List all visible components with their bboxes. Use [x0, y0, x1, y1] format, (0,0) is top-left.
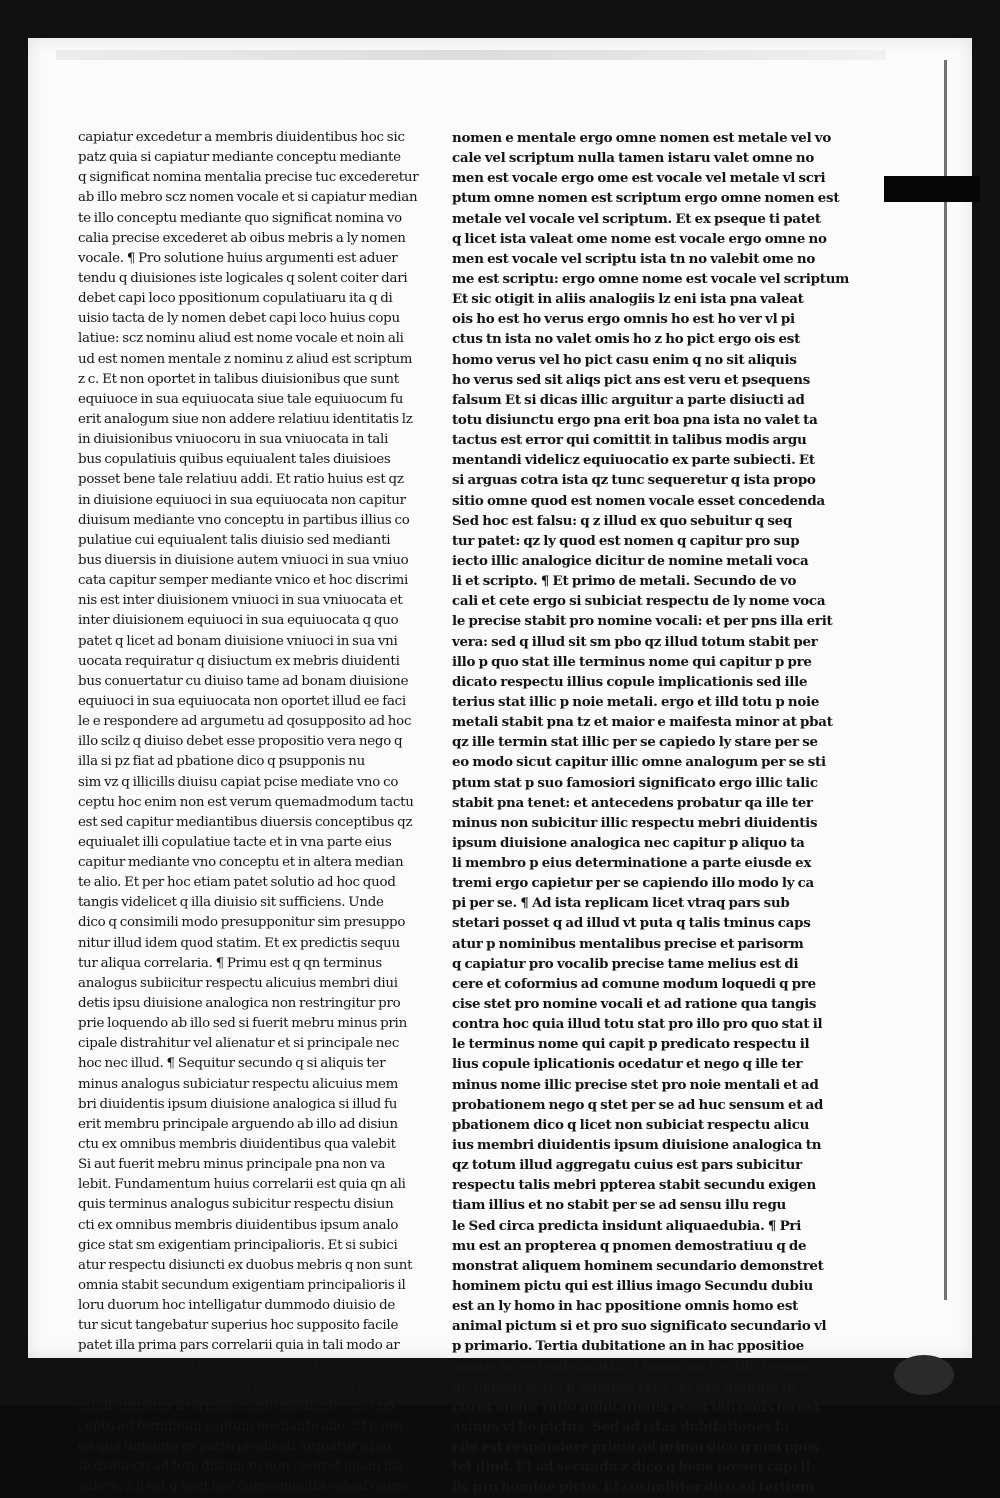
text-line: tur patet: qz ly quod est nomen q capitur pro sup — [452, 532, 800, 549]
right-text-column — [452, 128, 850, 1498]
text-line: ab illo mebro scz nomen vocale et si capiatur median — [78, 190, 418, 206]
text-line: le Sed circa predicta insidunt aliquaedubia. ¶ Pri — [452, 1217, 802, 1234]
text-line: asinus vl ho pictus. Sed ad istas dubitationes fa — [452, 1419, 790, 1435]
text-line: illa si pz fiat ad pbatione dico q psupponis nu — [78, 754, 366, 770]
text-line: cipale distrahitur vel alienatur et si principale nec — [78, 1036, 400, 1052]
text-line: guendi arguetur a parte disiuncti ad totu disiuctu z — [78, 1358, 406, 1374]
text-line: pi per se. ¶ Ad ista replicam licet vtraq pars sub — [452, 895, 790, 912]
text-line: respectu talis mebri ppterea stabit secundu exigen — [452, 1177, 817, 1194]
text-line: le precise stabit pro nomine vocali: et per pns illa erit — [452, 613, 833, 630]
text-line: tangis videlicet q illa diuisio sit sufficiens. Unde — [78, 895, 384, 911]
text-line: patz quia si capiatur mediante conceptu mediante — [78, 150, 401, 166]
text-line: ctus tn ista no valet omis ho z ho pict ergo ois est — [452, 331, 801, 348]
text-line: terius stat illic p noie metali. ergo et illd totu p noie — [452, 693, 820, 710]
text-line: calia precise excederet ab oibus mebris a ly nomen — [78, 230, 406, 246]
text-line: minus non subicitur illic respectu mebri diuidentis — [452, 814, 818, 831]
text-line: le e respondere ad argumetu ad qosupposito ad hoc — [78, 714, 412, 730]
text-line: eo modo sicut capitur illic omne analogum per se sti — [452, 754, 826, 771]
text-line: prie loquendo ab illo sed si fuerit mebru minus prin — [78, 1016, 407, 1032]
text-line: omnis ho est substantia vt homo pictus ille termin — [452, 1358, 811, 1375]
text-line: metale vel vocale vel scriptum. Et ex pseque ti patet — [452, 210, 821, 227]
text-line: uocata requiratur q disiuctum ex mebris diuidenti — [78, 653, 400, 669]
text-line: lius copule iplicationis ocedatur et nego q ille ter — [452, 1056, 803, 1073]
text-line: li membro p eius determinatione a parte eiusde ex — [452, 855, 812, 872]
text-line: le terminus nome qui capit p predicato respectu il — [452, 1036, 810, 1053]
text-line: patet q licet ad bonam diuisione vniuoci in sua vni — [78, 633, 398, 649]
text-line: posset bene tale relatiuu addi. Et ratio huius est qz — [78, 472, 404, 488]
text-line: absq errore z secunda pz q a in tali modo argumen — [78, 1378, 402, 1394]
text-line: cto et maior ratio dubitationis esset ibi: omis ho est — [452, 1398, 820, 1415]
text-line: quis terminus analogus subicitur respectu disiun — [78, 1197, 394, 1213]
text-line: illo p quo stat ille terminus nome qui capitur p pre — [452, 653, 812, 670]
text-line: bus conuertatur cu diuiso tame ad bonam diuisione — [78, 673, 409, 689]
text-line: stabit pna tenet: et antecedens probatur qa ille ter — [452, 794, 813, 811]
text-line: gice stat sm exigentiam principalioris. Et si subici — [78, 1237, 398, 1253]
text-line: minus analogus subiciatur respectu alicuius mem — [78, 1076, 399, 1092]
text-line: illo scilz q diuiso debet esse propositio vera nego q — [78, 734, 403, 750]
text-line: dico q consimili modo presupponitur sim presuppo — [78, 915, 406, 931]
text-line: equiuoci in sua equiuocata non oportet illud ee faci — [78, 693, 406, 709]
text-line: cata capitur semper mediante vnico et hoc discrimi — [78, 573, 409, 589]
text-line: q significat nomina mentalia precise tuc excederetur — [78, 170, 419, 186]
text-line: hoc nec illud. ¶ Sequitur secundo q si aliquis ter — [78, 1056, 386, 1072]
text-line: vocale. ¶ Pro solutione huius argumenti est aduer — [78, 250, 398, 266]
corner-shadow — [894, 1355, 954, 1395]
text-line: capitur mediante vno conceptu et in altera median — [78, 855, 404, 871]
text-line: cale vel scriptum nulla tamen istaru valet omne no — [452, 150, 815, 167]
text-line: sim vz q illicills diuisu capiat pcise mediate vno co — [78, 774, 399, 790]
text-line: cali et cete ergo si subiciat respectu de ly nome voca — [452, 593, 826, 610]
page-gutter-shadow — [944, 60, 947, 1300]
text-line: ceptu hoc enim non est verum quemadmodum tactu — [78, 794, 414, 810]
bleed-through-header — [56, 50, 886, 60]
text-line: tendu q diuisiones iste logicales q solent coiter dari — [78, 270, 408, 286]
text-line: ctu ex omnibus membris diuidentibus qua valebit — [78, 1137, 396, 1153]
text-line: in diuisionibus vniuocoru in sua vniuocata in tali — [78, 432, 389, 448]
text-line: tur aliqua correlaria. ¶ Primu est q qn terminus — [78, 955, 382, 971]
text-line: vera: sed q illud sit sm pbo qz illud totum stabit per — [452, 633, 818, 650]
text-line: q capiatur pro vocalib precise tame melius est di — [452, 955, 799, 972]
text-line: omnia stabit secundum exigentiam principalioris il — [78, 1278, 406, 1294]
text-line: homo verus vel ho pict casu enim q no sit aliquis — [452, 351, 797, 368]
text-line: te illo conceptu mediante quo significat nomina vo — [78, 210, 402, 226]
scan-right-edge — [972, 0, 1000, 1405]
text-line: cere et coformius ad comune modum loquedi q pre — [452, 975, 816, 992]
text-line: p primario. Tertia dubitatione an in hac ppositioe — [452, 1338, 804, 1355]
text-line: ud est nomen mentale z nominu z aliud est scriptum — [78, 351, 413, 367]
text-line: stetari posset q ad illud vt puta q talis tminus caps — [452, 915, 811, 932]
text-line: probationem nego q stet per se ad huc sensum et ad — [452, 1096, 824, 1113]
text-line: qz totum illud aggregatu cuius est pars subicitur — [452, 1157, 802, 1174]
text-line: lebit. Fundamentum huius correlarii est quia qn ali — [78, 1177, 406, 1193]
text-line: totu disiunctu ergo pna erit boa pna ista no valet ta — [452, 411, 818, 428]
text-line: est an ly homo in hac ppositione omnis homo est — [452, 1298, 799, 1315]
text-line: loru duorum hoc intelligatur dummodo diuisio de — [78, 1298, 396, 1314]
text-line: capiatur excedetur a membris diuidentibus hoc sic — [78, 130, 405, 145]
text-line: li et scripto. ¶ Et primo de metali. Secundo de vo — [452, 573, 797, 590]
text-line: cile est respondere primo ad primu dico q non ppos — [452, 1439, 819, 1456]
text-line: q licet ista valeat ome nome est vocale ergo omne no — [452, 230, 827, 247]
text-line: tactus est error qui comittit in talibus modis argu — [452, 432, 807, 449]
text-line: minus nome illic precise stet pro noie mentali et ad — [452, 1076, 819, 1093]
text-line: te alio. Et per hoc etiam patet solutio ad hoc quod — [78, 875, 396, 891]
text-line: z c. Et non oportet in talibus diuisionibus que sunt — [78, 371, 399, 387]
text-line: atur respectu disiuncti ex duobus mebris q non sunt — [78, 1257, 413, 1273]
left-text-column — [78, 128, 426, 1498]
scan-top-edge — [0, 0, 1000, 38]
text-line: pulatiue cui equiualent talis diuisio sed medianti — [78, 532, 391, 548]
text-line: falsum Et si dicas illic arguitur a parte disiucti ad — [452, 391, 805, 408]
text-line: ptum omne nomen est scriptum ergo omne nomen est — [452, 190, 840, 207]
text-line: analogus subiicitur respectu alicuius membri diui — [78, 975, 398, 991]
text-line: valere: z ii est q licet hec consequentia valeat omne — [78, 1479, 408, 1495]
text-line: contra hoc quia illud totu stat pro illo pro quo stat il — [452, 1016, 823, 1033]
text-line: ois ho est ho verus ergo omnis ho est ho ver vl pi — [452, 311, 795, 328]
text-line: Sed hoc est falsu: q z illud ex quo sebuitur q seq — [452, 512, 793, 529]
text-line: monstrat aliquem hominem secundario demonstret — [452, 1257, 824, 1274]
text-line: iecto illic analogice dicitur de nomine metali voca — [452, 552, 809, 569]
text-line: diuisum mediante vno conceptu in partibus illius co — [78, 512, 410, 528]
text-line: mentandi videlicz equiuocatio ex parte subiecti. Et — [452, 452, 815, 469]
text-line: equiuoce in sua equiuocata siue tale equiuocum fu — [78, 391, 404, 407]
text-line: ptum stat p suo famosiori significato ergo illic talic — [452, 774, 818, 791]
text-line: nomen e mentale ergo omne nomen est metale vel vo — [452, 130, 832, 146]
text-line: men est vocale vel scriptu ista tn no valebit ome no — [452, 250, 816, 267]
text-line: tandi arguetur a termino capto mediante vno con — [78, 1398, 395, 1414]
text-line: hominem pictu qui est illius imago Secundu dubiu — [452, 1278, 813, 1295]
text-line: tur sicut tangebatur superius hoc supposito facile — [78, 1318, 399, 1334]
text-line: men est vocale ergo ome est vocale vel metale vl scri — [452, 170, 826, 187]
text-line: erit analogum siue non addere relatiuu identitatis lz — [78, 411, 413, 427]
text-line: erit membru principale arguendo ab illo ad disiun — [78, 1116, 398, 1132]
text-line: Si aut fuerit mebru minus principale pna non va — [78, 1157, 386, 1173]
text-line: tiam illius et no stabit per se ad sensu illu regu — [452, 1197, 787, 1214]
text-line: nis est inter diuisionem vniuoci in sua vniuocata et — [78, 593, 403, 609]
text-line: ho debeat stare p homine vero vel pro homine pi — [452, 1378, 796, 1395]
text-line: inter diuisionem equiuoci in sua equiuocata q quo — [78, 613, 399, 629]
text-line: me est scriptu: ergo omne nome est vocale vel scriptum — [452, 270, 850, 287]
text-line: sitio omne quod est nomen vocale esset concedenda — [452, 492, 825, 509]
text-line: metali stabit pna tz et maior e maifesta minor at pbat — [452, 714, 833, 731]
scan-left-edge — [0, 0, 28, 1405]
text-line: ceptu ad terminum captum mediante alio. Et p pre — [78, 1419, 403, 1434]
text-line: Et sic otigit in aliis analogiis lz eni ista pna valeat — [452, 291, 804, 308]
text-line: bus copulatiuis quibus equiualent tales diuisioes — [78, 452, 391, 468]
text-line: qz ille termin stat illic per se capiedo ly stare per se — [452, 734, 818, 751]
text-line: in diuisione equiuoci in sua equiuocata non capitur — [78, 492, 406, 508]
text-line: atur p nominibus mentalibus precise et parisorm — [452, 935, 804, 952]
text-line: ho verus sed sit aliqs pict ans est veru et psequens — [452, 371, 810, 388]
text-line: animal pictum si et pro suo significato secundario vl — [452, 1318, 827, 1335]
text-line: uisio tacta de ly nomen debet capi loco huius copu — [78, 311, 400, 327]
page-tab-marker — [884, 176, 980, 202]
text-line: mu est an propterea q pnomen demostratiuu q de — [452, 1237, 807, 1254]
text-line: cise stet pro nomine vocali et ad ratione qua tangis — [452, 996, 817, 1013]
text-line: latiue: scz nominu aliud est nome vocale et noin ali — [78, 331, 404, 347]
text-line: debet capi loco ppositionum copulatiuaru ita q di — [78, 291, 393, 307]
text-line: tet illud. Et ad secundu z dico q bene posset capi il — [452, 1459, 811, 1476]
text-line: equiualet illi copulatiue tacte et in vna parte eius — [78, 834, 392, 850]
text-line: patet illa prima pars correlarii quia in tali modo ar — [78, 1338, 400, 1354]
text-line: ea qua tuncunq ex parte predicati arguatur a par — [78, 1439, 393, 1455]
text-line: nitur illud idem quod statim. Et ex predictis sequu — [78, 935, 400, 951]
text-line: si arguas cotra ista qz tunc sequeretur q ista propo — [452, 472, 816, 489]
text-line: lic pro homine picto. Et cosimiliter dico ad tertium — [452, 1479, 815, 1496]
text-line: bus diuersis in diuisione autem vniuoci in sua vniuo — [78, 552, 409, 568]
text-line: ius membri diuidentis ipsum diuisione analogica tn — [452, 1137, 822, 1154]
text-line: bri diuidentis ipsum diuisione analogica si illud fu — [78, 1096, 398, 1112]
text-line: ipsum diuisione analogica nec capitur p aliquo ta — [452, 834, 805, 851]
text-line: dicato respectu illius copule implicationis sed ille — [452, 673, 808, 690]
text-line: pbationem dico q licet non subiciat respectu alicu — [452, 1116, 810, 1133]
text-line: cti ex omnibus membris diuidentibus ipsum analo — [78, 1217, 399, 1233]
text-line: est sed capitur mediantibus diuersis conceptibus qz — [78, 814, 413, 830]
text-line: tremi ergo capietur per se capiendo illo modo ly ca — [452, 875, 814, 892]
text-line: detis ipsu diuisione analogica non restringitur pro — [78, 996, 401, 1012]
text-line: te disiuncti ad totu disiunctu non oportet pnam illa — [78, 1459, 404, 1475]
